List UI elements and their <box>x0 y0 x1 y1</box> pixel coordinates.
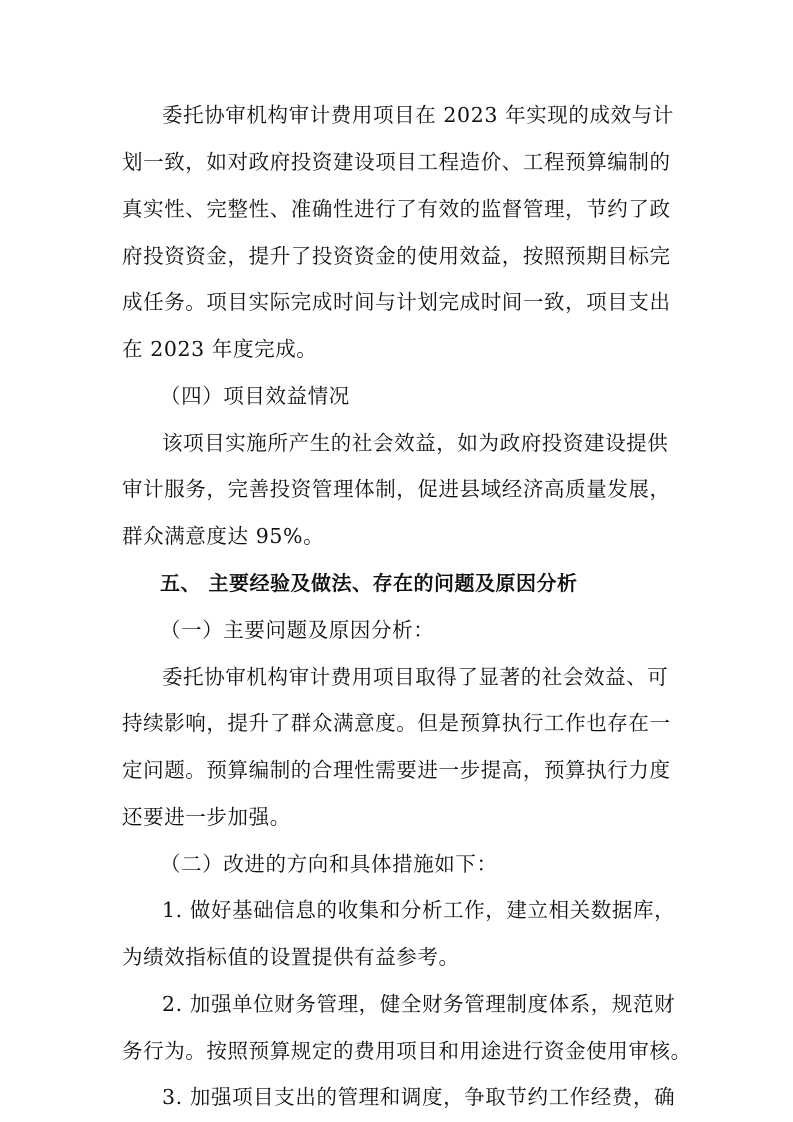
list-item-2-line: 务行为。按照预算规定的费用项目和用途进行资金使用审核。 <box>122 1039 692 1063</box>
paragraph-line: 该项目实施所产生的社会效益，如为政府投资建设提供 <box>162 431 669 455</box>
paragraph-line: 在 2023 年度完成。 <box>122 337 318 361</box>
section-heading-4: （四）项目效益情况 <box>160 384 350 408</box>
paragraph-line: 群众满意度达 95%。 <box>122 524 325 548</box>
paragraph-line: 划一致，如对政府投资建设项目工程造价、工程预算编制的 <box>122 150 671 174</box>
paragraph-line: 委托协审机构审计费用项目在 2023 年实现的成效与计 <box>162 103 674 127</box>
paragraph-line: 审计服务，完善投资管理体制，促进县域经济高质量发展， <box>122 477 671 501</box>
paragraph-line: 还要进一步加强。 <box>122 805 291 829</box>
list-item-1-line: 为绩效指标值的设置提供有益参考。 <box>122 945 460 969</box>
paragraph-line: 定问题。预算编制的合理性需要进一步提高，预算执行力度 <box>122 758 671 782</box>
list-item-1-line: 1. 做好基础信息的收集和分析工作，建立相关数据库， <box>162 898 676 922</box>
list-item-3-line: 3. 加强项目支出的管理和调度，争取节约工作经费，确 <box>162 1085 676 1109</box>
paragraph-line: 府投资资金，提升了投资资金的使用效益，按照预期目标完 <box>122 244 671 268</box>
paragraph-line: 委托协审机构审计费用项目取得了显著的社会效益、可 <box>162 665 669 689</box>
list-item-2-line: 2. 加强单位财务管理，健全财务管理制度体系，规范财 <box>162 992 676 1016</box>
subsection-heading-2: （二）改进的方向和具体措施如下： <box>160 852 498 876</box>
chapter-heading-5: 五、 主要经验及做法、存在的问题及原因分析 <box>160 571 578 595</box>
subsection-heading-1: （一）主要问题及原因分析： <box>160 618 435 642</box>
paragraph-line: 真实性、完整性、准确性进行了有效的监督管理，节约了政 <box>122 197 671 221</box>
paragraph-line: 持续影响，提升了群众满意度。但是预算执行工作也存在一 <box>122 711 671 735</box>
paragraph-line: 成任务。项目实际完成时间与计划完成时间一致，项目支出 <box>122 290 671 314</box>
